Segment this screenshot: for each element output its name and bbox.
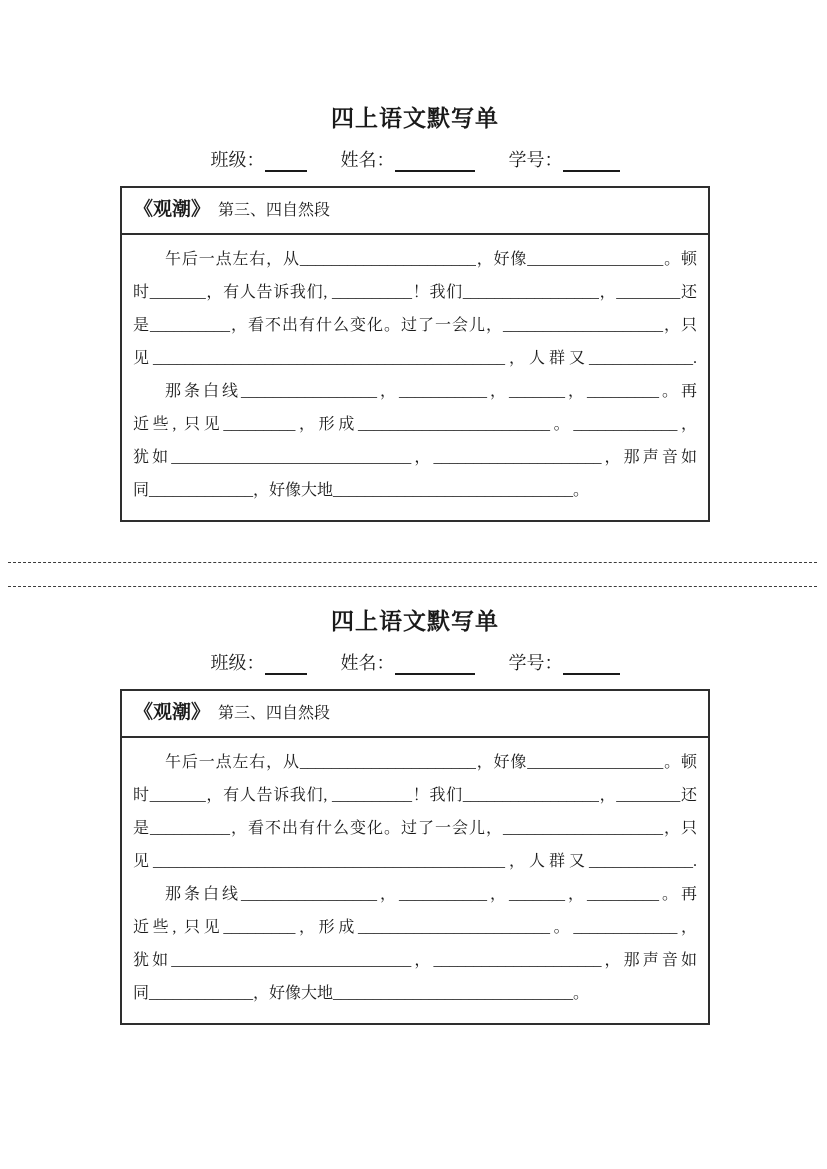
passage-line: 犹如______________________________，_____________________，那声音如 <box>133 952 697 969</box>
student-id-blank-line <box>563 151 620 172</box>
dictation-sheet-top <box>0 0 827 522</box>
name-blank-line <box>395 654 475 675</box>
passage-line: 见____________________________________________，人群又_____________. <box>133 350 697 367</box>
student-id-label: 学号： <box>508 653 563 673</box>
passage-line: 时_______，有人告诉我们, __________！我们_________________，________还 <box>133 284 697 301</box>
class-blank-line <box>265 654 307 675</box>
passage-box <box>120 186 710 522</box>
passage-line: 时_______，有人告诉我们, __________！我们_________________，________还 <box>133 787 697 804</box>
passage-line: 是__________，看不出有什么变化。过了一会儿，____________________，只 <box>133 820 697 837</box>
name-blank-line <box>395 151 475 172</box>
passage-line: 午后一点左右，从______________________，好像_________________。顿 <box>165 754 697 771</box>
passage-body <box>122 738 708 1023</box>
student-id-field <box>509 148 620 172</box>
name-label: 姓名： <box>340 150 395 170</box>
passage-line: 午后一点左右，从______________________，好像_________________。顿 <box>165 251 697 268</box>
cut-separator <box>8 562 817 587</box>
class-label: 班级： <box>210 150 265 170</box>
passage-box <box>120 689 710 1025</box>
passage-header <box>122 691 708 738</box>
class-field <box>211 651 307 675</box>
passage-line: 同_____________，好像大地______________________________。 <box>133 985 590 1002</box>
passage-line: 近些, 只见_________，形成________________________。_____________， <box>133 416 697 433</box>
student-info-row <box>120 148 710 172</box>
class-blank-line <box>265 151 307 172</box>
passage-line: 是__________，看不出有什么变化。过了一会儿，____________________，只 <box>133 317 697 334</box>
class-label: 班级： <box>210 653 265 673</box>
class-field <box>211 148 307 172</box>
lesson-title: 《观潮》 <box>134 199 211 220</box>
passage-line: 同_____________，好像大地______________________________。 <box>133 482 590 499</box>
passage-line: 犹如______________________________，_____________________，那声音如 <box>133 449 697 466</box>
passage-line: 近些, 只见_________，形成________________________。_____________， <box>133 919 697 936</box>
student-id-label: 学号： <box>508 150 563 170</box>
passage-line: 那条白线_________________，___________，_______，_________。再 <box>165 886 697 903</box>
page-title: 四上语文默写单 <box>331 105 499 131</box>
dictation-sheet-bottom <box>0 587 827 1025</box>
dashed-cut-line <box>8 562 817 563</box>
passage-line: 那条白线_________________，___________，_______，_________。再 <box>165 383 697 400</box>
lesson-subtitle: 第三、四自然段 <box>218 202 331 219</box>
name-field <box>341 148 475 172</box>
passage-body <box>122 235 708 520</box>
lesson-subtitle: 第三、四自然段 <box>218 705 331 722</box>
name-field <box>341 651 475 675</box>
page-title: 四上语文默写单 <box>331 608 499 634</box>
student-info-row <box>120 651 710 675</box>
name-label: 姓名： <box>340 653 395 673</box>
lesson-title: 《观潮》 <box>134 702 211 723</box>
passage-header <box>122 188 708 235</box>
student-id-blank-line <box>563 654 620 675</box>
student-id-field <box>509 651 620 675</box>
passage-line: 见____________________________________________，人群又_____________. <box>133 853 697 870</box>
